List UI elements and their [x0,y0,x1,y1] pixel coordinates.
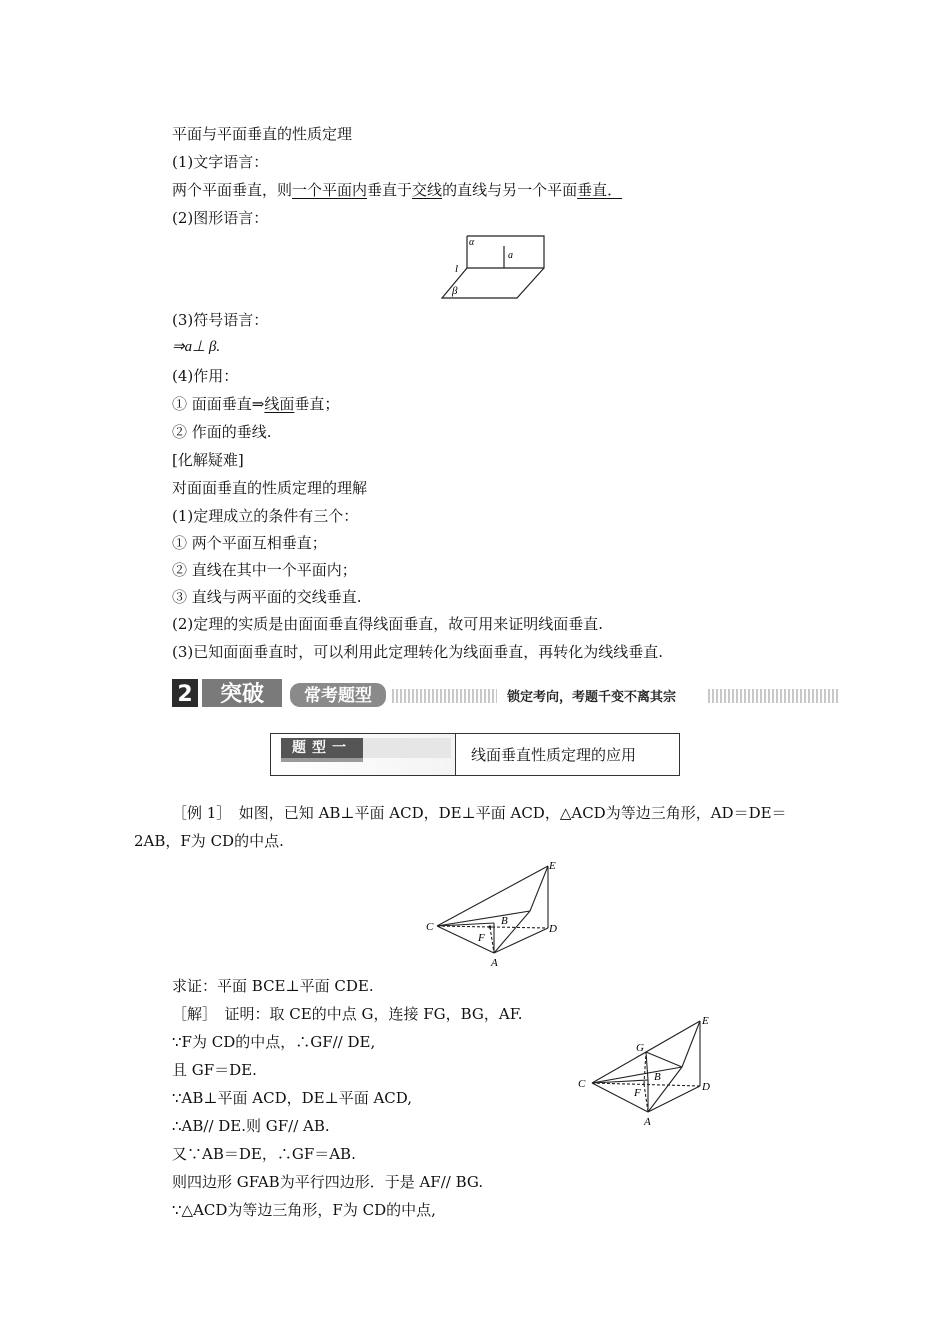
fig2-label-F: F [478,932,485,944]
fig3-label-B: B [654,1071,661,1083]
example-statement-line1: ［例 1］ 如图，已知 AB⊥平面 ACD，DE⊥平面 ACD，△ACD为等边三角形，AD＝DE＝ [172,804,787,822]
banner-slogan: 锁定考向，考题千变不离其宗 [507,690,677,705]
use-item-1 [172,394,339,414]
use-item-2: ② 作面的垂线. [172,423,272,441]
problem-type-title: 线面垂直性质定理的应用 [471,746,637,764]
banner-title: 突破 [219,682,265,707]
clarify-condition-1: ① 两个平面互相垂直； [172,534,327,552]
prove-statement: 求证：平面 BCE⊥平面 CDE. [172,977,374,995]
solution-step-5: ∴AB// DE.则 GF// AB. [172,1117,330,1135]
solution-step-6: 又∵AB＝DE，∴GF＝AB. [172,1145,356,1163]
a-label: a [508,250,513,261]
fig3-label-C: C [578,1078,586,1090]
problem-type-tag [271,734,456,775]
use-item-1-underline: 线面 [264,395,295,413]
statement-part3: 的直线与另一个平面 [442,181,578,199]
solution-step-1: ［解］ 证明：取 CE的中点 G，连接 FG，BG，AF. [172,1005,523,1023]
problem-type-tag-label: 题型一 [281,738,363,758]
solution-step-2: ∵F为 CD的中点，∴GF// DE, [172,1033,376,1051]
clarify-title: 对面面垂直的性质定理的理解 [172,479,368,497]
fig2-label-C: C [426,921,434,933]
fig2-label-E: E [549,860,556,872]
section-banner [172,677,840,713]
solution-step-8: ∵△ACD为等边三角形，F为 CD的中点, [172,1201,436,1219]
banner-number: 2 [177,682,193,707]
text-language-label: (1)文字语言： [172,153,269,171]
fig3-label-D: D [702,1081,710,1093]
problem-type-box [270,733,680,776]
beta-label: β [452,285,458,297]
banner-subtitle: 常考题型 [304,686,372,706]
perpendicular-planes-figure [430,230,555,302]
problem-type-tag-fill [363,738,451,758]
text-language-statement [172,180,622,200]
section-heading: 平面与平面垂直的性质定理 [172,125,353,143]
alpha-label: α [469,237,475,248]
clarify-p3: (3)已知面面垂直时，可以利用此定理转化为线面垂直，再转化为线线垂直. [172,643,664,661]
statement-underline3: 垂直． [577,181,623,199]
fig3-label-A: A [644,1116,651,1128]
fig2-label-B: B [501,915,508,927]
example-statement-line2: 2AB，F为 CD的中点. [134,832,284,850]
l-label: l [455,263,459,275]
statement-part1: 两个平面垂直，则 [172,181,293,199]
statement-underline1: 一个平面内 [292,181,368,199]
statement-part2: 垂直于 [367,181,413,199]
solution-figure [572,1010,722,1130]
solution-step-4: ∵AB⊥平面 ACD，DE⊥平面 ACD, [172,1089,413,1107]
figure-language-label: (2)图形语言： [172,209,269,227]
fig3-label-E: E [702,1015,709,1027]
use-item-1-a: ① 面面垂直⇒ [172,395,265,413]
symbol-language-label: (3)符号语言： [172,311,269,329]
example-figure [420,858,570,970]
fig2-label-D: D [549,923,557,935]
solution-step-7: 则四边形 GFAB为平行四边形．于是 AF// BG. [172,1173,484,1191]
statement-underline2: 交线 [412,181,443,199]
use-label: (4)作用： [172,367,239,385]
solution-step-3: 且 GF＝DE. [172,1061,257,1079]
fig3-label-F: F [634,1087,641,1099]
fig3-label-G: G [636,1042,644,1054]
clarify-condition-2: ② 直线在其中一个平面内； [172,561,357,579]
clarify-label: [化解疑难] [172,451,244,469]
clarify-p1: (1)定理成立的条件有三个： [172,507,359,525]
use-item-1-b: 垂直； [294,395,340,413]
symbol-expression: ⇒a⊥ β. [172,339,221,355]
clarify-p2: (2)定理的实质是由面面垂直得线面垂直，故可用来证明线面垂直. [172,615,604,633]
fig2-label-A: A [491,957,498,969]
clarify-condition-3: ③ 直线与两平面的交线垂直. [172,588,362,606]
